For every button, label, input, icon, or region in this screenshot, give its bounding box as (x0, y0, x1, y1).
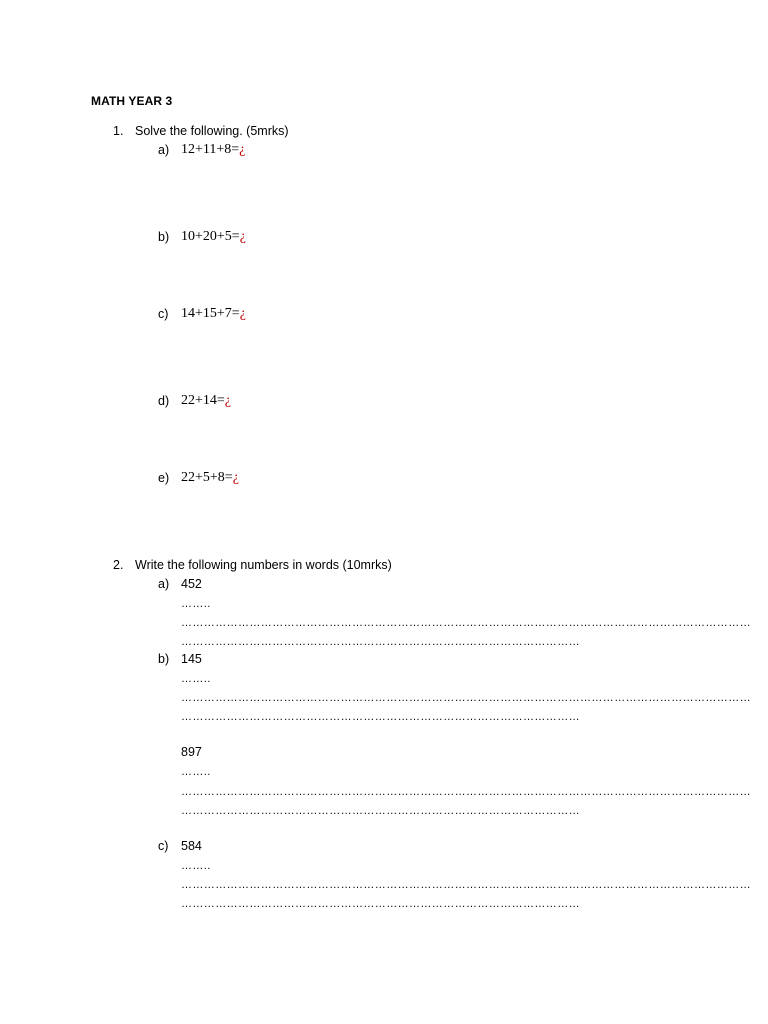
expression-text: 22+5+8= (181, 470, 233, 485)
page-title: MATH YEAR 3 (91, 94, 173, 108)
answer-placeholder: ¿ (239, 142, 246, 157)
expression-text: 12+11+8= (181, 142, 240, 157)
item-label: e) (158, 471, 170, 485)
answer-placeholder: ¿ (239, 229, 246, 244)
question-number: 1. (113, 124, 124, 138)
answer-line[interactable]: …………………………………………………………………………………………… (181, 711, 580, 723)
answer-line[interactable]: …………………………………………………………………………………………………………………………………… (181, 879, 751, 891)
math-expression (181, 393, 231, 409)
number-value: 452 (181, 577, 202, 591)
item-label: b) (158, 230, 170, 244)
item-label: c) (158, 307, 169, 321)
item-label: c) (158, 839, 169, 853)
number-value: 145 (181, 652, 202, 666)
answer-line[interactable]: …………………………………………………………………………………………………………………………………… (181, 617, 751, 629)
number-value: 584 (181, 839, 202, 853)
item-label: a) (158, 143, 170, 157)
answer-line[interactable]: …………………………………………………………………………………………… (181, 898, 580, 910)
answer-line[interactable]: …….. (181, 766, 211, 778)
question-text: Solve the following. (5mrks) (135, 124, 289, 138)
expression-text: 10+20+5= (181, 229, 240, 244)
answer-placeholder: ¿ (239, 306, 246, 321)
math-expression (181, 229, 246, 245)
answer-line[interactable]: …….. (181, 598, 211, 610)
math-expression (181, 470, 239, 486)
math-expression (181, 306, 246, 322)
item-label: d) (158, 394, 170, 408)
question-text: Write the following numbers in words (10mrks) (135, 558, 392, 572)
expression-text: 22+14= (181, 393, 225, 408)
answer-placeholder: ¿ (224, 393, 232, 408)
math-expression (181, 142, 245, 158)
answer-line[interactable]: …………………………………………………………………………………………………………………………………… (181, 786, 751, 798)
item-label: a) (158, 577, 170, 591)
expression-text: 14+15+7= (181, 306, 240, 321)
question-number: 2. (113, 558, 124, 572)
number-value: 897 (181, 745, 202, 759)
item-label: b) (158, 652, 170, 666)
answer-line[interactable]: …….. (181, 673, 211, 685)
answer-line[interactable]: …………………………………………………………………………………………………………………………………… (181, 692, 751, 704)
answer-line[interactable]: …….. (181, 860, 211, 872)
answer-line[interactable]: …………………………………………………………………………………………… (181, 636, 580, 648)
answer-line[interactable]: …………………………………………………………………………………………… (181, 805, 580, 817)
answer-placeholder: ¿ (232, 470, 239, 485)
